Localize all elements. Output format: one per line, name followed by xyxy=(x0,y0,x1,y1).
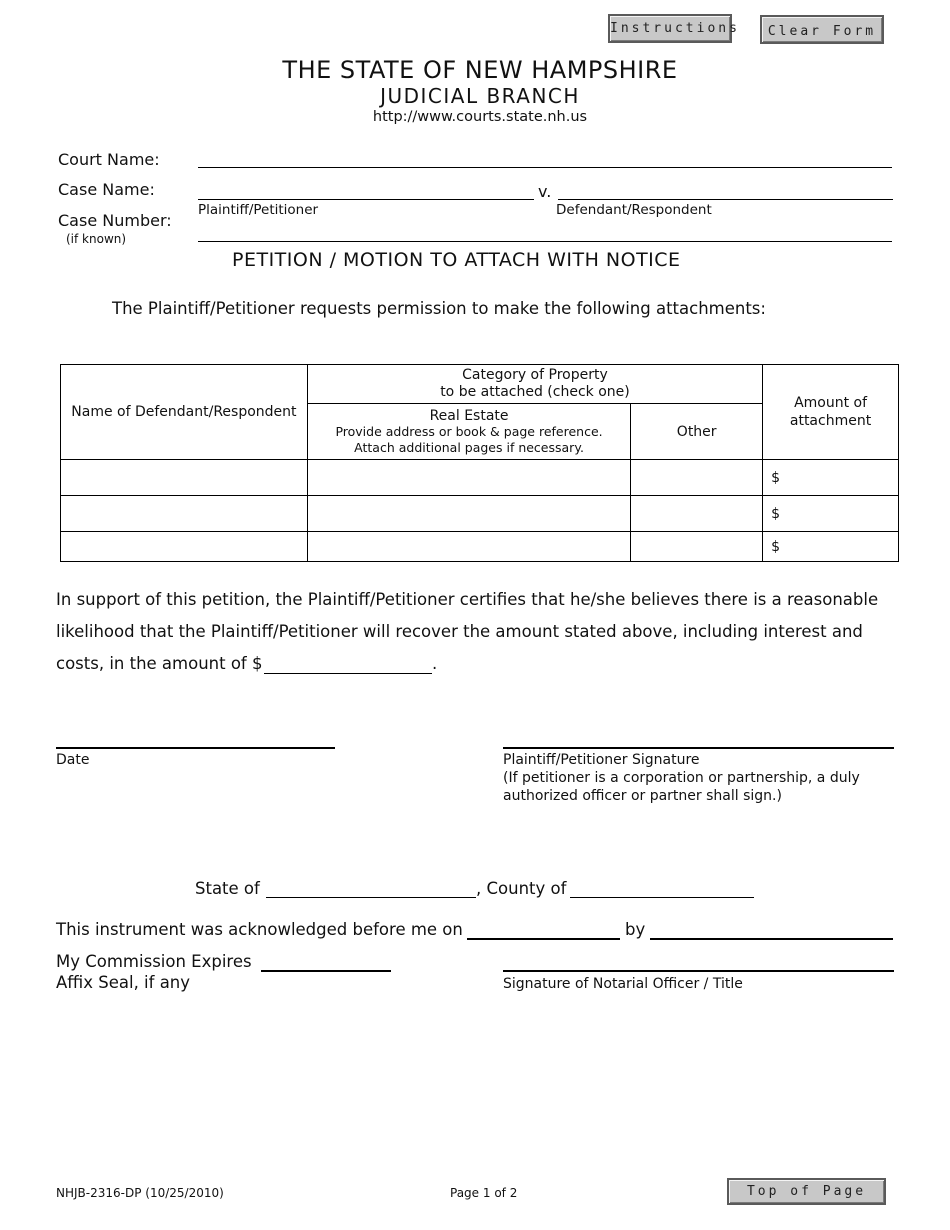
court-name-label: Court Name: xyxy=(58,150,160,169)
acknowledged-by-field[interactable] xyxy=(650,938,893,940)
commission-label: My Commission Expires xyxy=(56,952,252,971)
real-estate-cell[interactable] xyxy=(307,460,630,496)
support-line2: likelihood that the Plaintiff/Petitioner will recover the amount stated above, including interest and xyxy=(56,622,863,641)
table-row xyxy=(61,532,899,562)
top-of-page-button[interactable]: Top of Page xyxy=(727,1178,886,1205)
real-estate-cell[interactable] xyxy=(307,496,630,532)
real-estate-label: Real Estate xyxy=(429,407,509,424)
page-number: Page 1 of 2 xyxy=(450,1186,518,1200)
support-period: . xyxy=(432,654,438,673)
case-number-field[interactable] xyxy=(198,241,892,242)
notary-signature-field[interactable] xyxy=(503,970,894,972)
col-header-name: Name of Defendant/Respondent xyxy=(61,365,308,460)
court-name-field[interactable] xyxy=(198,167,892,168)
defendant-caption: Defendant/Respondent xyxy=(556,202,712,218)
defendant-name-cell[interactable] xyxy=(61,532,308,562)
defendant-name-cell[interactable] xyxy=(61,460,308,496)
acknowledged-date-field[interactable] xyxy=(467,938,620,940)
state-field[interactable] xyxy=(266,897,476,898)
case-name-label: Case Name: xyxy=(58,180,155,199)
signature-note2: authorized officer or partner shall sign.) xyxy=(503,788,782,804)
amount-cell[interactable]: $ xyxy=(763,460,899,496)
case-number-label: Case Number: xyxy=(58,211,172,230)
amount-line2: attachment xyxy=(789,413,872,429)
amount-cell[interactable]: $ xyxy=(763,496,899,532)
table-row xyxy=(61,496,899,532)
form-title: PETITION / MOTION TO ATTACH WITH NOTICE xyxy=(232,249,681,271)
form-id: NHJB-2316-DP (10/25/2010) xyxy=(56,1186,224,1200)
support-line3: costs, in the amount of $ xyxy=(56,654,263,673)
real-estate-note1: Provide address or book & page reference. xyxy=(335,423,603,439)
date-label: Date xyxy=(56,752,90,768)
attachment-table xyxy=(60,364,899,562)
seal-label: Affix Seal, if any xyxy=(56,973,191,992)
col-header-category xyxy=(307,365,762,404)
state-heading: THE STATE OF NEW HAMPSHIRE xyxy=(282,56,678,84)
other-cell[interactable] xyxy=(631,496,763,532)
other-cell[interactable] xyxy=(631,532,763,562)
col-header-amount xyxy=(763,365,899,460)
plaintiff-signature-field[interactable] xyxy=(503,747,894,749)
court-url: http://www.courts.state.nh.us xyxy=(372,109,588,125)
category-line1: Category of Property xyxy=(462,367,608,383)
plaintiff-field[interactable] xyxy=(198,199,534,200)
county-field[interactable] xyxy=(570,897,754,898)
signature-label: Plaintiff/Petitioner Signature xyxy=(503,752,700,768)
intro-text: The Plaintiff/Petitioner requests permission to make the following attachments: xyxy=(112,299,766,318)
category-line2: to be attached (check one) xyxy=(440,384,630,400)
county-of-label: , County of xyxy=(476,879,567,898)
other-cell[interactable] xyxy=(631,460,763,496)
col-header-real-estate xyxy=(307,404,630,460)
acknowledged-text: This instrument was acknowledged before me on xyxy=(56,920,463,939)
by-label: by xyxy=(625,920,646,939)
amount-field[interactable] xyxy=(264,673,432,674)
amount-line1: Amount of xyxy=(794,395,868,411)
defendant-field[interactable] xyxy=(558,199,893,200)
commission-field[interactable] xyxy=(261,970,391,972)
if-known-note: (if known) xyxy=(66,232,127,246)
support-line1: In support of this petition, the Plaintiff/Petitioner certifies that he/she believes there is a reasonable xyxy=(56,590,879,609)
real-estate-note2: Attach additional pages if necessary. xyxy=(354,439,584,455)
clear-form-button[interactable]: Clear Form xyxy=(760,15,884,44)
amount-cell[interactable]: $ xyxy=(763,532,899,562)
instructions-button[interactable]: Instructions xyxy=(608,14,732,43)
defendant-name-cell[interactable] xyxy=(61,496,308,532)
date-field[interactable] xyxy=(56,747,335,749)
state-of-label: State of xyxy=(195,879,260,898)
col-header-other: Other xyxy=(631,404,763,460)
notary-signature-label: Signature of Notarial Officer / Title xyxy=(503,976,743,992)
signature-note1: (If petitioner is a corporation or partnership, a duly xyxy=(503,770,860,786)
plaintiff-caption: Plaintiff/Petitioner xyxy=(198,202,319,218)
branch-heading: JUDICIAL BRANCH xyxy=(380,84,580,108)
versus-text: v. xyxy=(538,182,552,201)
real-estate-cell[interactable] xyxy=(307,532,630,562)
table-row xyxy=(61,460,899,496)
